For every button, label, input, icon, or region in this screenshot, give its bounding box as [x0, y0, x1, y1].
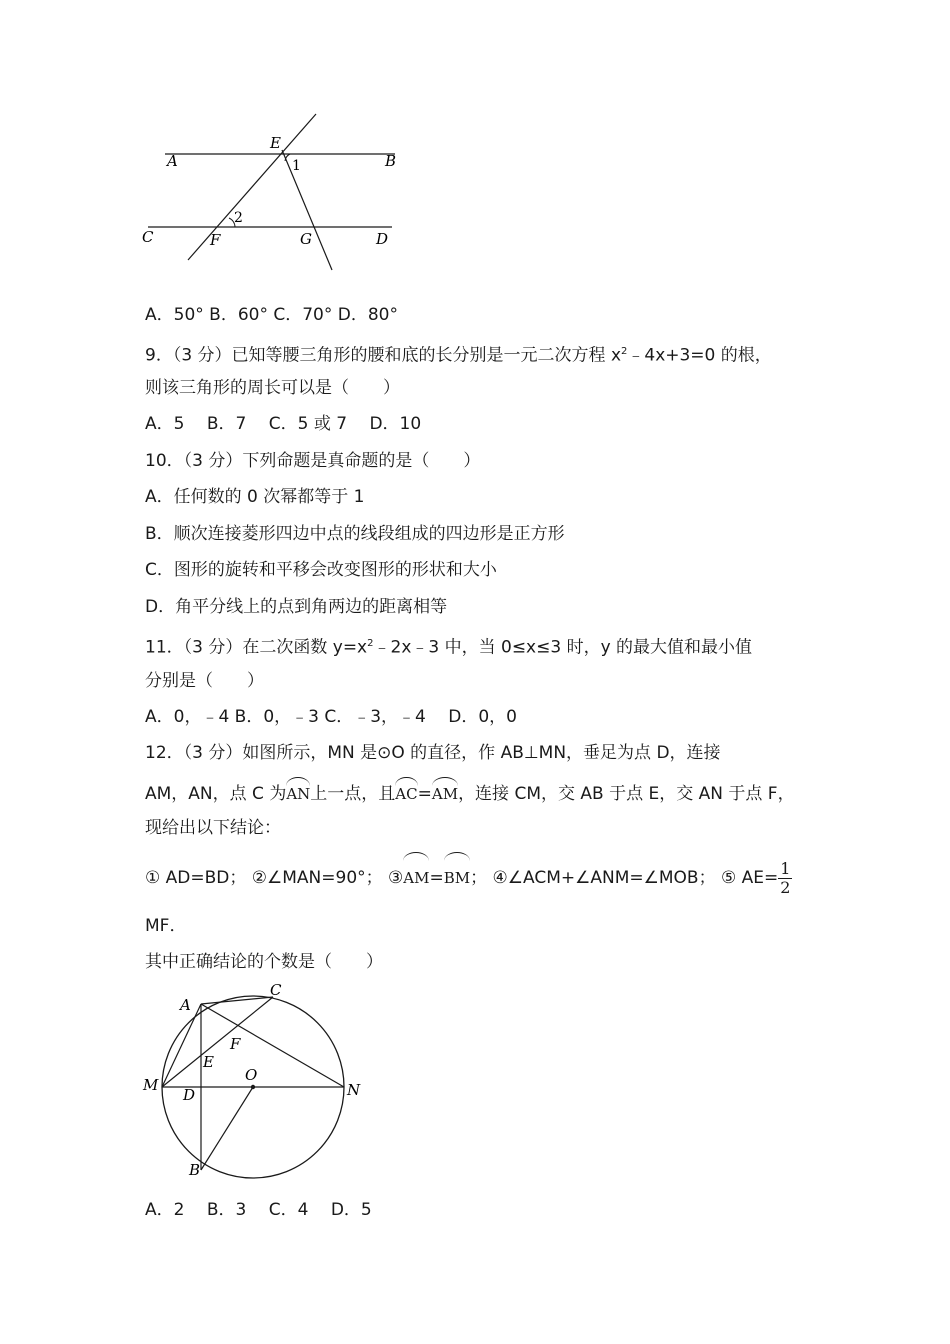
- q10-option-d: D．角平分线上的点到角两边的距离相等: [145, 597, 448, 617]
- arc-am: AM: [432, 780, 458, 805]
- q8-options: A．50° B．60° C．70° D．80°: [145, 305, 398, 325]
- arc-ac: AC: [395, 780, 417, 805]
- q10-stem: 10．（3 分）下列命题是真命题的是（ ）: [145, 451, 481, 471]
- fraction-one-half: [778, 860, 792, 897]
- fraction-denominator: 2: [780, 877, 791, 897]
- label-o: O: [245, 1066, 258, 1084]
- q10-option-b: B．顺次连接菱形四边中点的线段组成的四边形是正方形: [145, 524, 565, 544]
- line-eg: [282, 150, 332, 270]
- q9-stem: [145, 341, 772, 367]
- arc-am-2: AM: [403, 855, 429, 898]
- label-f: F: [230, 1035, 241, 1053]
- label-d: D: [183, 1086, 196, 1104]
- label-angle-2: 2: [234, 210, 243, 226]
- label-b: B: [385, 152, 397, 170]
- q12-eq: =: [417, 784, 432, 804]
- label-b: B: [189, 1161, 201, 1179]
- q10-option-c: C．图形的旋转和平移会改变图形的形状和大小: [145, 560, 497, 580]
- q12-conclusions: [145, 855, 792, 898]
- label-m: M: [143, 1076, 159, 1094]
- label-c: C: [142, 228, 154, 246]
- label-d: D: [376, 230, 389, 248]
- q11-stem-a: 11．（3 分）在二次函数 y=x: [145, 637, 368, 658]
- segment-an: [201, 1004, 344, 1087]
- label-e: E: [203, 1053, 214, 1071]
- center-point: [251, 1085, 255, 1089]
- q10-option-a: A．任何数的 0 次幂都等于 1: [145, 487, 365, 507]
- q12-question: 其中正确结论的个数是（ ）: [145, 952, 383, 972]
- circle-figure: [140, 982, 370, 1182]
- q9-options: A．5 B．7 C．5 或 7 D．10: [145, 414, 422, 434]
- q12-eq2: =: [429, 868, 444, 888]
- label-e: E: [270, 134, 281, 152]
- segment-ob: [201, 1087, 253, 1170]
- q11-options: A．0，﹣4 B．0，﹣3 C．﹣3，﹣4 D．0，0: [145, 707, 517, 727]
- q9-exponent: 2: [621, 346, 628, 357]
- q9-stem-line2: 则该三角形的周长可以是（ ）: [145, 378, 400, 398]
- label-a: A: [180, 996, 191, 1014]
- q12-stem-line3: 现给出以下结论：: [145, 818, 281, 838]
- segment-am: [162, 1004, 201, 1087]
- label-c: C: [270, 982, 282, 999]
- label-n: N: [347, 1081, 361, 1099]
- arc-an: AN: [286, 780, 310, 805]
- q12-mf: MF．: [145, 916, 187, 936]
- q12-c2: ； ④∠ACM+∠ANM=∠MOB； ⑤ AE=: [470, 868, 779, 888]
- parallel-lines-figure: [140, 110, 410, 275]
- q12-c1: ① AD=BD； ②∠MAN=90°； ③: [145, 868, 404, 888]
- q9-stem-b: ﹣4x+3=0 的根，: [627, 345, 772, 366]
- q11-exponent: 2: [367, 638, 374, 649]
- q12-l2-c: ，连接 CM，交 AB 于点 E，交 AN 于点 F，: [458, 784, 795, 804]
- label-a: A: [167, 152, 178, 170]
- arc-bm: BM: [444, 855, 470, 898]
- q11-stem: [145, 633, 752, 659]
- q12-l2-a: AM，AN，点 C 为: [145, 784, 287, 804]
- label-f: F: [210, 231, 221, 249]
- q11-stem-b: ﹣2x﹣3 中，当 0≤x≤3 时，y 的最大值和最小值: [373, 637, 753, 658]
- label-g: G: [300, 230, 312, 248]
- label-angle-1: 1: [292, 158, 301, 174]
- q12-options: A．2 B．3 C．4 D．5: [145, 1200, 372, 1220]
- q11-stem-line2: 分别是（ ）: [145, 671, 264, 691]
- q12-stem-line1: 12．（3 分）如图所示，MN 是⊙O 的直径，作 AB⊥MN，垂足为点 D，连接: [145, 743, 721, 763]
- q12-l2-b: 上一点，且: [310, 784, 396, 804]
- fraction-numerator: 1: [780, 858, 791, 878]
- q12-stem-line2: [145, 780, 795, 805]
- q9-stem-a: 9．（3 分）已知等腰三角形的腰和底的长分别是一元二次方程 x: [145, 345, 621, 366]
